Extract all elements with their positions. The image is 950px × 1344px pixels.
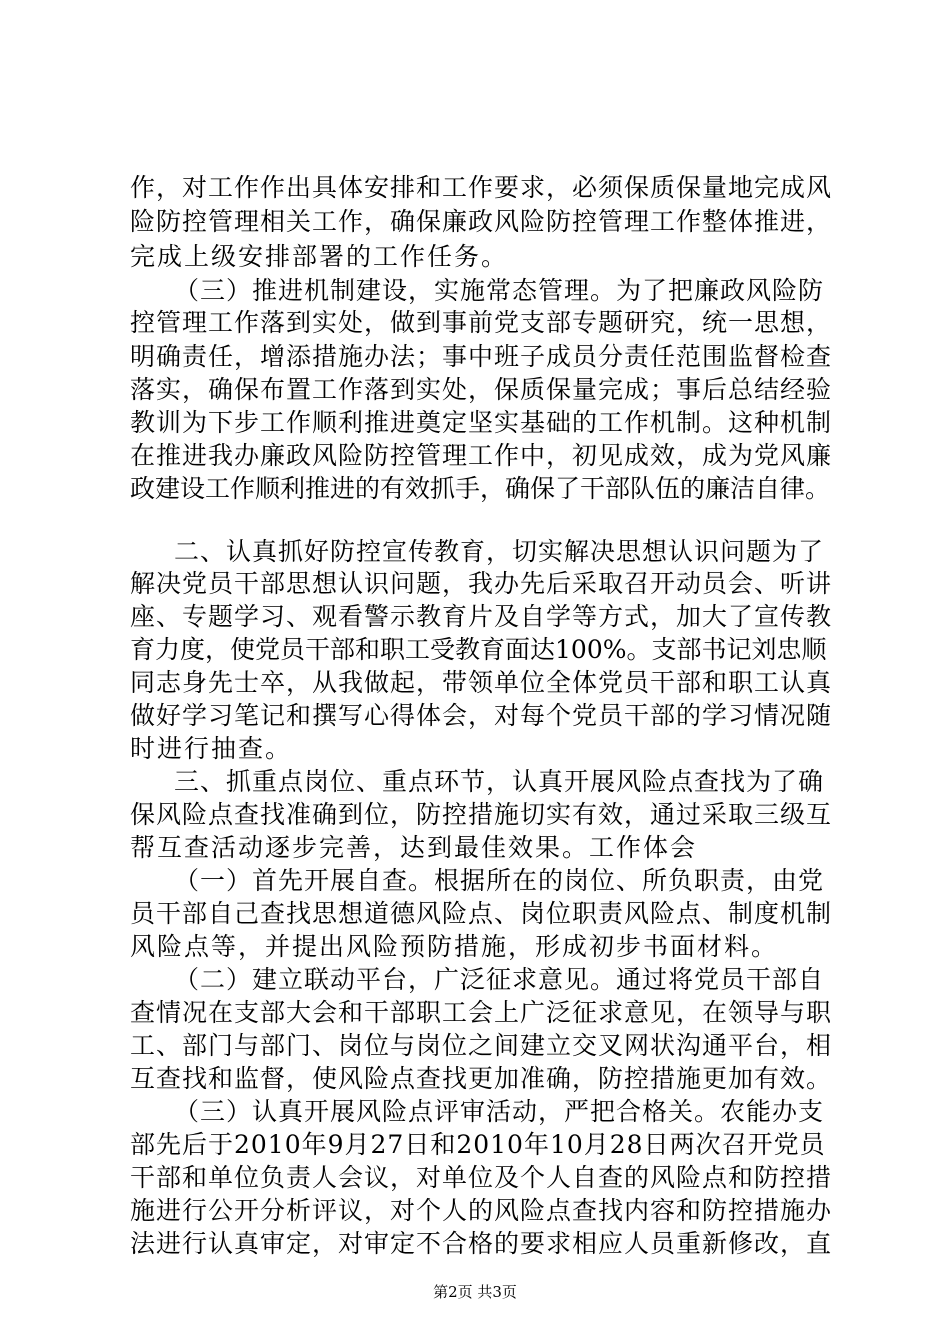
text-line: 育力度，使党员干部和职工受教育面达100%。支部书记刘忠顺: [130, 635, 827, 664]
text-line: 险防控管理相关工作，确保廉政风险防控管理工作整体推进，: [130, 207, 833, 236]
text-line: 做好学习笔记和撰写心得体会，对每个党员干部的学习情况随: [130, 701, 833, 730]
text-line: 法进行认真审定，对审定不合格的要求相应人员重新修改，直: [130, 1229, 833, 1258]
text-line: 座、专题学习、观看警示教育片及自学等方式，加大了宣传教: [130, 602, 833, 631]
text-line: 解决党员干部思想认识问题，我办先后采取召开动员会、听讲: [130, 569, 833, 598]
text-line: 员干部自己查找思想道德风险点、岗位职责风险点、制度机制: [130, 899, 833, 928]
text-line: 二、认真抓好防控宣传教育，切实解决思想认识问题为了: [174, 537, 825, 566]
text-line: 作，对工作作出具体安排和工作要求，必须保质保量地完成风: [130, 173, 833, 202]
text-line: 保风险点查找准确到位，防控措施切实有效，通过采取三级互: [130, 800, 833, 829]
text-line: 控管理工作落到实处，做到事前党支部专题研究，统一思想，: [130, 308, 833, 337]
text-line: 帮互查活动逐步完善，达到最佳效果。工作体会: [130, 833, 698, 862]
text-line: 施进行公开分析评议，对个人的风险点查找内容和防控措施办: [130, 1196, 833, 1225]
text-line: 互查找和监督，使风险点查找更加准确，防控措施更加有效。: [130, 1064, 833, 1093]
text-line: （三）推进机制建设，实施常态管理。为了把廉政风险防: [174, 276, 825, 305]
text-line: 教训为下步工作顺利推进奠定坚实基础的工作机制。这种机制: [130, 408, 833, 437]
text-line: 在推进我办廉政风险防控管理工作中，初见成效，成为党风廉: [130, 441, 833, 470]
page-footer: 第2页 共3页: [433, 1283, 517, 1301]
text-line: 政建设工作顺利推进的有效抓手，确保了干部队伍的廉洁自律。: [130, 474, 831, 503]
text-line: 完成上级安排部署的工作任务。: [130, 242, 509, 271]
text-line: 三、抓重点岗位、重点环节，认真开展风险点查找为了确: [174, 767, 825, 796]
text-line: 落实，确保布置工作落到实处，保质保量完成；事后总结经验: [130, 375, 833, 404]
text-line: 明确责任，增添措施办法；事中班子成员分责任范围监督检查: [130, 342, 833, 371]
text-line: 时进行抽查。: [130, 734, 293, 763]
text-line: 干部和单位负责人会议，对单位及个人自查的风险点和防控措: [130, 1163, 833, 1192]
text-line: 部先后于2010年9月27日和2010年10月28日两次召开党员: [130, 1130, 826, 1159]
text-line: 同志身先士卒，从我做起，带领单位全体党员干部和职工认真: [130, 668, 833, 697]
text-line: （二）建立联动平台，广泛征求意见。通过将党员干部自: [174, 965, 825, 994]
text-line: （三）认真开展风险点评审活动，严把合格关。农能办支: [174, 1097, 825, 1126]
text-line: 查情况在支部大会和干部职工会上广泛征求意见，在领导与职: [130, 998, 833, 1027]
text-line: 工、部门与部门、岗位与岗位之间建立交叉网状沟通平台，相: [130, 1031, 833, 1060]
text-line: 风险点等，并提出风险预防措施，形成初步书面材料。: [130, 932, 779, 961]
text-line: （一）首先开展自查。根据所在的岗位、所负职责，由党: [174, 866, 825, 895]
